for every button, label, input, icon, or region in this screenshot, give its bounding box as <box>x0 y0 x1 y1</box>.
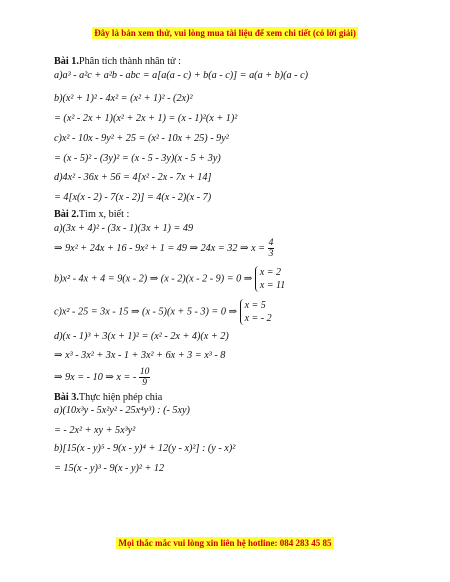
bai2-heading <box>54 209 129 221</box>
fraction-4-3 <box>268 238 275 259</box>
bai2-title: Bài 2. <box>54 209 79 220</box>
bai2-line-d1: d)(x - 1)³ + 3(x + 1)² = (x² - 2x + 4)(x + 2) <box>54 331 229 342</box>
bai2-line-d2: ⇒ x³ - 3x² + 3x - 1 + 3x² + 6x + 3 = x³ - 8 <box>54 350 226 361</box>
bai1-title: Bài 1. <box>54 56 79 67</box>
fraction-denominator: 3 <box>268 249 274 260</box>
solution-2: x = 11 <box>259 280 286 291</box>
bai3-line-a1: a)(10x³y - 5x²y² - 25x⁴y³) : (- 5xy) <box>54 405 190 416</box>
fraction-numerator: 4 <box>268 238 274 249</box>
bai3-desc: Thực hiện phép chia <box>78 392 163 403</box>
bai2-line-a2 <box>54 238 274 260</box>
solution-system-b <box>255 266 285 292</box>
bai3-line-a2: = - 2x² + xy + 5x³y² <box>54 425 136 436</box>
bai1-line-d1: d)4x² - 36x + 56 = 4[x² - 2x - 7x + 14] <box>54 172 212 183</box>
fraction-10-9 <box>139 367 151 388</box>
bai2-line-c <box>54 299 272 325</box>
solution-1: x = 5 <box>244 300 266 311</box>
bai2-b-text: b)x² - 4x + 4 = 9(x - 2) ⇒ (x - 2)(x - 2 - 9) = 0 ⇒ <box>54 273 253 285</box>
bai3-heading <box>54 392 162 404</box>
bai1-line-c1: c)x² - 10x - 9y² + 25 = (x² - 10x + 25) - 9y² <box>54 133 229 144</box>
bai2-desc: Tìm x, biết : <box>78 209 130 220</box>
bai1-line-d2: = 4[x(x - 2) - 7(x - 2)] = 4(x - 2)(x - 7) <box>54 192 212 203</box>
solution-1: x = 2 <box>259 267 282 278</box>
preview-banner-text: Đây là bản xem thử, vui lòng mua tài liệu để xem chi tiết (có lời giải) <box>94 28 356 38</box>
bai1-line-c2: = (x - 5)² - (3y)² = (x - 5 - 3y)(x - 5 + 3y) <box>54 153 221 164</box>
hotline-banner <box>0 538 450 548</box>
bai3-line-b2: = 15(x - y)³ - 9(x - y)² + 12 <box>54 463 165 474</box>
bai3-title: Bài 3. <box>54 392 79 403</box>
bai1-desc: Phân tích thành nhân tử : <box>78 56 181 67</box>
fraction-denominator: 9 <box>142 378 147 389</box>
hotline-banner-text: Mọi thắc mắc vui lòng xin liên hệ hotline: 084 283 45 85 <box>118 538 332 548</box>
bai1-line-b2: = (x² - 2x + 1)(x² + 2x + 1) = (x - 1)²(x + 1)² <box>54 113 238 124</box>
bai1-heading <box>54 56 181 68</box>
bai2-line-a1: a)(3x + 4)² - (3x - 1)(3x + 1) = 49 <box>54 223 194 234</box>
bai2-a2-text: ⇒ 9x² + 24x + 16 - 9x² + 1 = 49 ⇒ 24x = 32 ⇒ x = <box>54 243 266 254</box>
bai2-line-b <box>54 266 285 292</box>
bai2-line-d3 <box>54 367 150 389</box>
bai1-line-a: a)a³ - a²c + a²b - abc = a[a(a - c) + b(a - c)] = a(a + b)(a - c) <box>54 70 309 81</box>
bai1-line-b1: b)(x² + 1)² - 4x² = (x² + 1)² - (2x)² <box>54 93 193 104</box>
bai3-line-b1: b)[15(x - y)⁵ - 9(x - y)⁴ + 12(y - x)²] : (y - x)² <box>54 443 236 454</box>
preview-banner <box>0 28 450 38</box>
bai2-d3-text: ⇒ 9x = - 10 ⇒ x = - <box>54 372 137 383</box>
fraction-numerator: 10 <box>139 367 150 378</box>
bai2-c-text: c)x² - 25 = 3x - 15 ⇒ (x - 5)(x + 5 - 3) = 0 ⇒ <box>54 306 238 318</box>
solution-2: x = - 2 <box>244 313 272 324</box>
solution-system-c <box>240 299 272 325</box>
